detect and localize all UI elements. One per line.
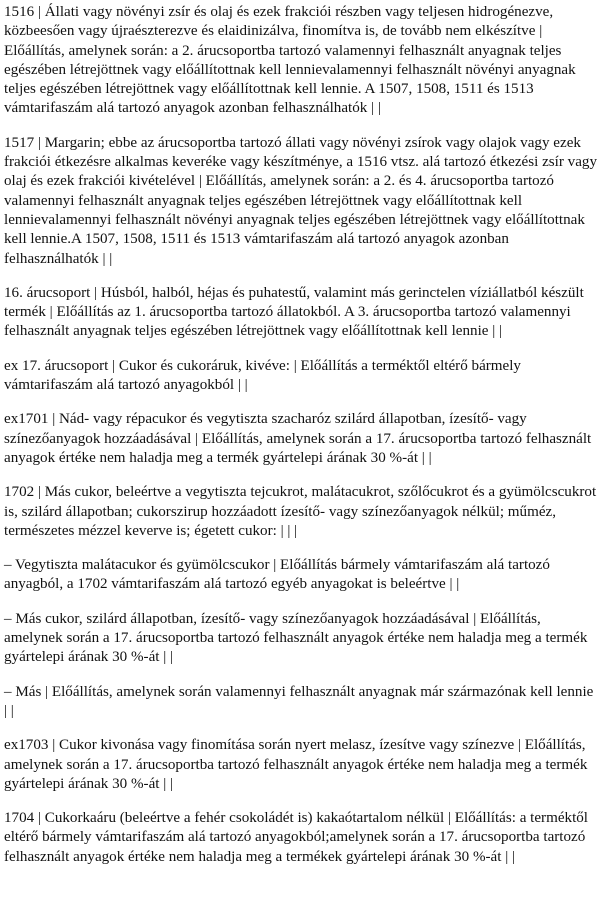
paragraph-1702: 1702 | Más cukor, beleértve a vegytiszta tejcukrot, malátacukrot, szőlőcukrot és a gyümölcscukrot is, szilárd állapotban; cukorszirup hozzáadott ízesítő- vagy színezőanyagok nélkül; műméz, természetes mézzel keverve is; égetett cukor: | | | bbox=[4, 484, 597, 539]
document-body bbox=[4, 3, 597, 882]
paragraph-1702-malt-fruit-sugar: – Vegytiszta malátacukor és gyümölcscukor | Előállítás bármely vámtarifaszám alá tartozó anyagból, a 1702 vámtarifaszám alá tartozó egyéb anyagokat is beleértve | | bbox=[4, 557, 550, 593]
paragraph-1516: 1516 | Állati vagy növényi zsír és olaj és ezek frakciói részben vagy teljesen hidrogénezve, közbeesően vagy újraészterezve és elaidinizálva, finomítva is, de tovább nem elkészítve | Előállítás, amelynek során: a 2. árucsoportba tartozó valamennyi felhasznált anyagnak teljes egészében létrejöttnek vagy előállítottnak kell lennievalamennyi felhasznált növényi anyagnak teljes egészében létrejöttnek vagy előállítottnak kell lennie. A 1507, 1508, 1511 és 1513 vámtarifaszám alá tartozó anyagok azonban felhasználhatók | | bbox=[4, 4, 576, 117]
paragraph-1702-other-sugar-flavoured: – Más cukor, szilárd állapotban, ízesítő- vagy színezőanyagok hozzáadásával | Előállítás, amelynek során a 17. árucsoportba tartozó felhasznált anyagok értéke nem haladja meg a termék gyártelepi árának 30 %-át | | bbox=[4, 610, 588, 666]
paragraph-1702-other: – Más | Előállítás, amelynek során valamennyi felhasznált anyagnak már származónak kell lennie | | bbox=[4, 683, 594, 719]
paragraph-ex1703: ex1703 | Cukor kivonása vagy finomítása során nyert melasz, ízesítve vagy színezve | Előállítás, amelynek során a 17. árucsoportba tartozó felhasznált anyagok értéke nem haladja meg a termék gyártelepi árának 30 %-át | | bbox=[4, 737, 588, 792]
paragraph-ex-chapter-17: ex 17. árucsoport | Cukor és cukoráruk, kivéve: | Előállítás a terméktől eltérő bármely vámtarifaszám alá tartozó anyagokból | | bbox=[4, 357, 521, 394]
paragraph-1704: 1704 | Cukorkaáru (beleértve a fehér csokoládét is) kakaótartalom nélkül | Előállítás: a terméktől eltérő bármely vámtarifaszám alá tartozó anyagokból;amelynek során a 17. árucsoportba tartozó felhasznált anyagok értéke nem haladja meg a termékek gyártelepi árának 30 %-át | | bbox=[4, 810, 589, 865]
paragraph-chapter-16: 16. árucsoport | Húsból, halból, héjas és puhatestű, valamint más gerinctelen víziállatból készült termék | Előállítás az 1. árucsoportba tartozó állatokból. A 3. árucsoportba tartozó valamennyi felhasznált anyagnak teljes egészében létrejöttnek vagy előállítottnak kell lennie | | bbox=[4, 284, 584, 340]
paragraph-1517: 1517 | Margarin; ebbe az árucsoportba tartozó állati vagy növényi zsírok vagy olajok vagy ezek frakciói étkezésre alkalmas keveréke vagy készítménye, a 1516 vtsz. alá tartozó étkezési zsír vagy olaj és ezek frakciói kivételével | Előállítás, amelynek során: a 2. és 4. árucsoportba tartozó valamennyi felhasznált anyagnak teljes egészében létrejöttnek vagy előállítottnak kell lennievalamennyi felhasznált növényi anyagnak teljes egészében létrejöttnek vagy előállítottnak kell lennie.A 1507, 1508, 1511 és 1513 vámtarifaszám alá tartozó anyagok azonban felhasználhatók | | bbox=[4, 134, 597, 267]
paragraph-ex1701: ex1701 | Nád- vagy répacukor és vegytiszta szacharóz szilárd állapotban, ízesítő- vagy színezőanyagok hozzáadásával | Előállítás, amelynek során a 17. árucsoportba tartozó felhasznált anyagok értéke nem haladja meg a termék gyártelepi árának 30 %-át | | bbox=[4, 411, 592, 466]
